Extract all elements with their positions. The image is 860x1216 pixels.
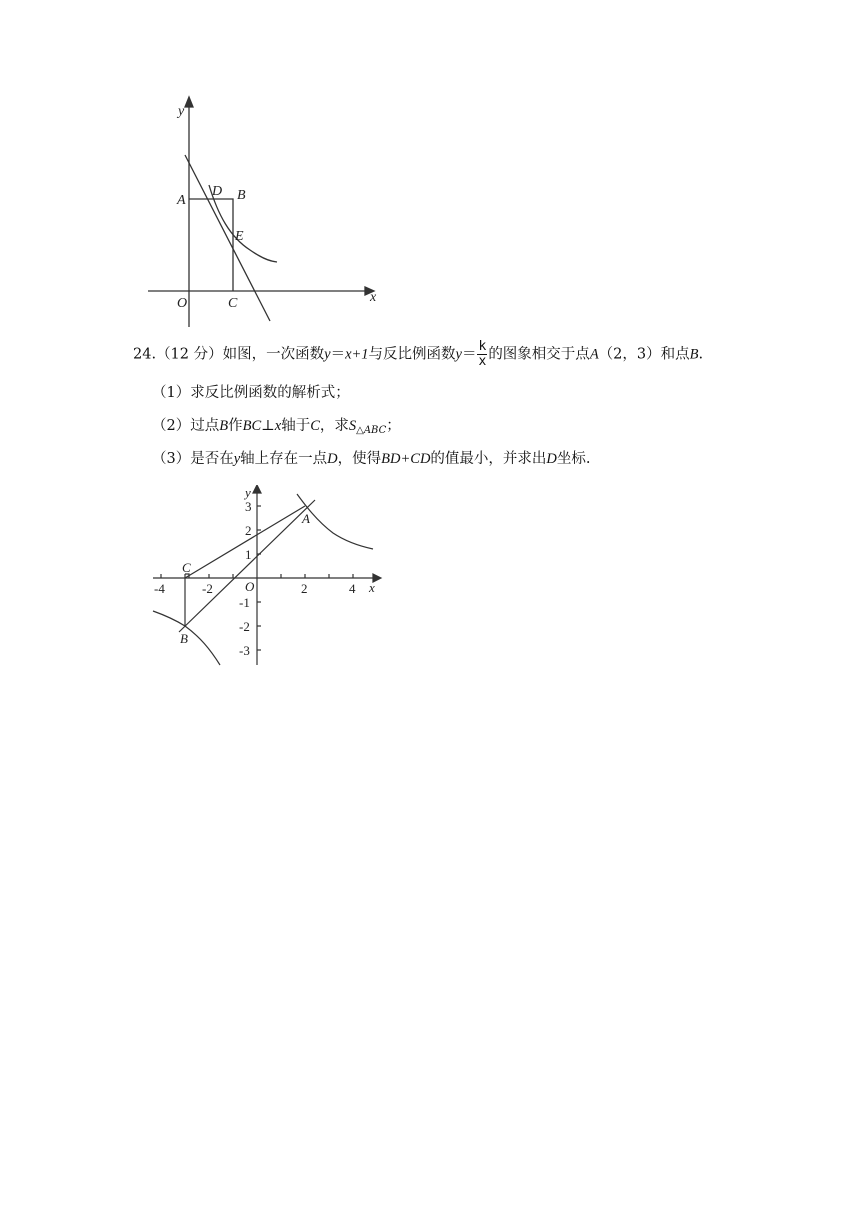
question-score: （12 分）	[156, 346, 223, 363]
point-a: A	[589, 346, 599, 363]
area-subscript: △ABC	[356, 425, 387, 436]
x-tick-label: -4	[154, 581, 165, 596]
sub3-text-a: （3）是否在	[152, 451, 234, 467]
figure-rectangle-hyperbola	[140, 95, 390, 335]
fig1-label-a: A	[177, 193, 186, 208]
question-number: 24.	[133, 346, 157, 363]
sub3-y: y	[233, 451, 241, 467]
f1-var: y	[324, 346, 331, 363]
sub2-text-a: （2）过点	[152, 418, 220, 434]
question-24-stem	[133, 340, 703, 369]
area-symbol: S	[348, 418, 357, 434]
fig1-label-e: E	[235, 229, 244, 244]
y-tick-label: -2	[239, 619, 250, 634]
sub3-text-e: 坐标.	[556, 451, 591, 467]
f2-var: y	[455, 346, 462, 363]
f1-expr: x+1	[345, 346, 369, 363]
f1-eq: ＝	[330, 346, 346, 363]
sub2-end: ；	[386, 418, 401, 434]
fig1-label-o: O	[177, 296, 188, 311]
sub3-text-d: 的值最小，并求出	[430, 451, 547, 467]
sub2-text-c: 轴于	[281, 418, 311, 434]
line-y-equals-x-plus-1	[179, 500, 315, 632]
fraction-k-over-x	[477, 340, 487, 369]
stem-text-d: 和点	[660, 346, 690, 363]
sub3-expression: BD+CD	[381, 451, 431, 467]
y-tick-label: 1	[245, 547, 252, 562]
x-tick-label: -2	[202, 581, 213, 596]
sub2-perp: ⊥	[261, 418, 275, 434]
fraction-numerator: k	[478, 339, 487, 354]
stem-end: .	[698, 346, 704, 363]
stem-text-c: 的图象相交于点	[488, 346, 590, 363]
y-axis-arrow	[185, 97, 193, 107]
sub3-text-c: ，使得	[337, 451, 382, 467]
rectangle-abco	[189, 199, 233, 291]
y-tick-label: 3	[245, 499, 252, 514]
point-b: B	[689, 346, 699, 363]
fig1-label-x: x	[370, 290, 377, 305]
y-tick-label: -1	[239, 595, 250, 610]
sub3-text-b: 轴上存在一点	[240, 451, 328, 467]
y-tick-label: 2	[245, 523, 252, 538]
sub2-point-c: C	[310, 418, 320, 434]
sub3-point-d: D	[327, 451, 338, 467]
f2-eq: ＝	[461, 346, 477, 363]
axis-label-y: y	[245, 485, 251, 500]
stem-text-b: 与反比例函数	[368, 346, 456, 363]
origin-label: O	[245, 579, 255, 594]
fraction-denominator: x	[478, 354, 487, 369]
sub3-point-d2: D	[546, 451, 557, 467]
figure-coordinate-plane	[145, 485, 390, 670]
fig1-label-b: B	[237, 188, 246, 203]
sub-question-2	[152, 416, 401, 441]
y-axis-arrow	[253, 485, 261, 493]
sub2-segment-bc: BC	[242, 418, 262, 434]
point-label-b: B	[180, 631, 188, 646]
point-label-c: C	[182, 560, 191, 575]
sub2-point-b: B	[219, 418, 229, 434]
point-label-a: A	[302, 511, 310, 526]
sub-question-3	[152, 449, 591, 469]
sub2-x: x	[274, 418, 282, 434]
fig1-label-y: y	[178, 104, 185, 119]
x-tick-label: 2	[301, 581, 308, 596]
sub-question-1	[152, 383, 350, 403]
sub2-text-b: 作	[228, 418, 243, 434]
axis-label-x: x	[369, 580, 375, 595]
sub2-text-d: ，求	[319, 418, 349, 434]
sub1-text: （1）求反比例函数的解析式；	[152, 385, 350, 401]
fig1-label-d: D	[212, 184, 223, 199]
y-tick-label: -3	[239, 643, 250, 658]
x-tick-label: 4	[349, 581, 356, 596]
coord-a: （2，3）	[598, 346, 661, 363]
fig1-label-c: C	[228, 296, 238, 311]
stem-text-a: 如图，一次函数	[222, 346, 325, 363]
